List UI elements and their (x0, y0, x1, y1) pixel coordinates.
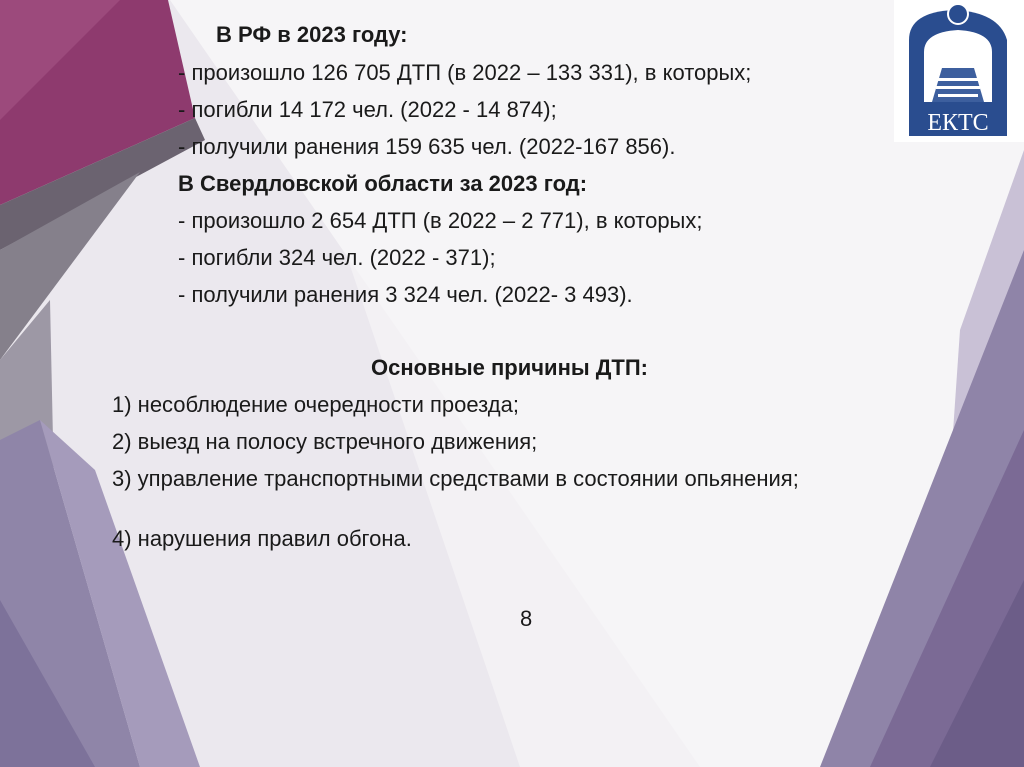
rf-injuries-line: - получили ранения 159 635 чел. (2022-167 856). (178, 134, 676, 159)
sverdlovsk-injuries-line: - получили ранения 3 324 чел. (2022- 3 493). (178, 282, 633, 307)
sverdlovsk-deaths-line: - погибли 324 чел. (2022 - 371); (178, 245, 496, 270)
cause-item-1: 1) несоблюдение очередности проезда; (112, 392, 519, 417)
logo-text: ЕКТС (927, 110, 989, 136)
logo (894, 0, 1024, 142)
cause-item-2: 2) выезд на полосу встречного движения; (112, 429, 538, 454)
rf-deaths-line: - погибли 14 172 чел. (2022 - 14 874); (178, 97, 557, 122)
sverdlovsk-heading: В Свердловской области за 2023 год: (178, 171, 588, 196)
rf-heading: В РФ в 2023 году: (216, 22, 408, 47)
cause-item-4: 4) нарушения правил обгона. (112, 526, 412, 551)
sverdlovsk-accidents-line: - произошло 2 654 ДТП (в 2022 – 2 771), в которых; (178, 208, 703, 233)
causes-heading: Основные причины ДТП: (371, 355, 649, 380)
ekts-logo-icon (894, 0, 1024, 142)
page-number: 8 (520, 606, 533, 631)
rf-accidents-line: - произошло 126 705 ДТП (в 2022 – 133 331), в которых; (178, 60, 752, 85)
cause-item-3: 3) управление транспортными средствами в состоянии опьянения; (112, 466, 799, 491)
